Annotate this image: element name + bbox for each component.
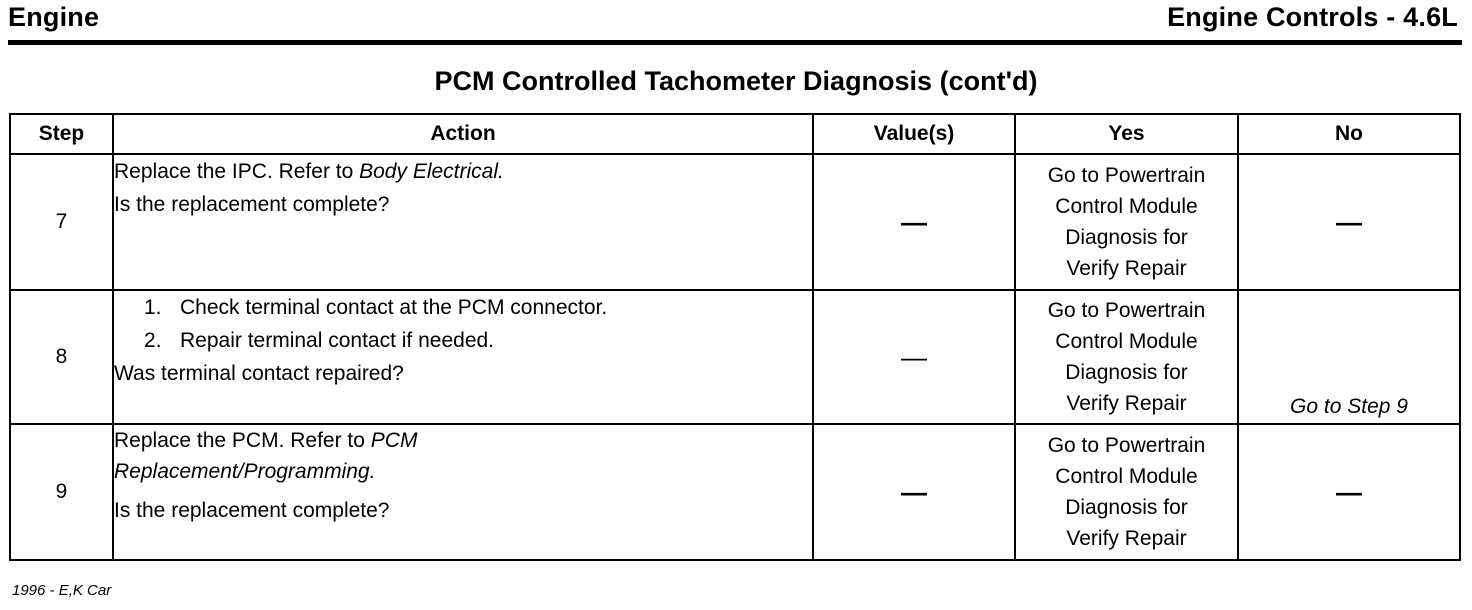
yes-cell: Go to Powertrain Control Module Diagnosis for Verify Repair bbox=[1015, 424, 1238, 560]
step-number: 9 bbox=[10, 424, 113, 560]
table-row-step-8 bbox=[10, 290, 1460, 424]
column-header-step: Step bbox=[10, 114, 113, 154]
step-number: 7 bbox=[10, 154, 113, 290]
subsection-header: Engine Controls - 4.6L bbox=[1167, 2, 1458, 32]
column-header-yes: Yes bbox=[1015, 114, 1238, 154]
column-header-action: Action bbox=[113, 114, 813, 154]
reference-link: Body Electrical. bbox=[359, 160, 504, 183]
no-cell: — bbox=[1238, 154, 1460, 290]
substep-item: 2. Repair terminal contact if needed. bbox=[144, 329, 495, 352]
value-cell: — bbox=[813, 154, 1015, 290]
action-cell bbox=[113, 290, 813, 424]
no-cell: Go to Step 9 bbox=[1238, 290, 1460, 424]
table-row-step-9 bbox=[10, 424, 1460, 560]
action-cell bbox=[113, 424, 813, 560]
yes-cell: Go to Powertrain Control Module Diagnosis for Verify Repair bbox=[1015, 154, 1238, 290]
no-cell: — bbox=[1238, 424, 1460, 560]
yes-cell: Go to Powertrain Control Module Diagnosis for Verify Repair bbox=[1015, 290, 1238, 424]
action-question: Is the replacement complete? bbox=[114, 499, 390, 522]
page-title: PCM Controlled Tachometer Diagnosis (cont'd) bbox=[434, 66, 1038, 96]
step-number: 8 bbox=[10, 290, 113, 424]
action-reference-continued: Replacement/Programming. bbox=[114, 460, 376, 483]
diagnosis-table bbox=[9, 113, 1461, 561]
substep-item: 1. Check terminal contact at the PCM connector. bbox=[144, 296, 608, 319]
table-header-row bbox=[10, 114, 1460, 154]
reference-link: PCM bbox=[370, 429, 418, 452]
section-header: Engine bbox=[8, 2, 100, 32]
table-row-step-7 bbox=[10, 154, 1460, 290]
action-question: Is the replacement complete? bbox=[114, 193, 390, 216]
value-cell: — bbox=[813, 424, 1015, 560]
action-question: Was terminal contact repaired? bbox=[114, 362, 404, 385]
value-cell: — bbox=[813, 290, 1015, 424]
column-header-values: Value(s) bbox=[813, 114, 1015, 154]
action-instruction: Replace the IPC. Refer to Body Electrical. bbox=[114, 160, 504, 183]
column-header-no: No bbox=[1238, 114, 1460, 154]
action-cell bbox=[113, 154, 813, 290]
header-rule bbox=[8, 40, 1462, 45]
action-instruction: Replace the PCM. Refer to PCM bbox=[114, 429, 418, 452]
page-footer: 1996 - E,K Car bbox=[12, 582, 112, 599]
